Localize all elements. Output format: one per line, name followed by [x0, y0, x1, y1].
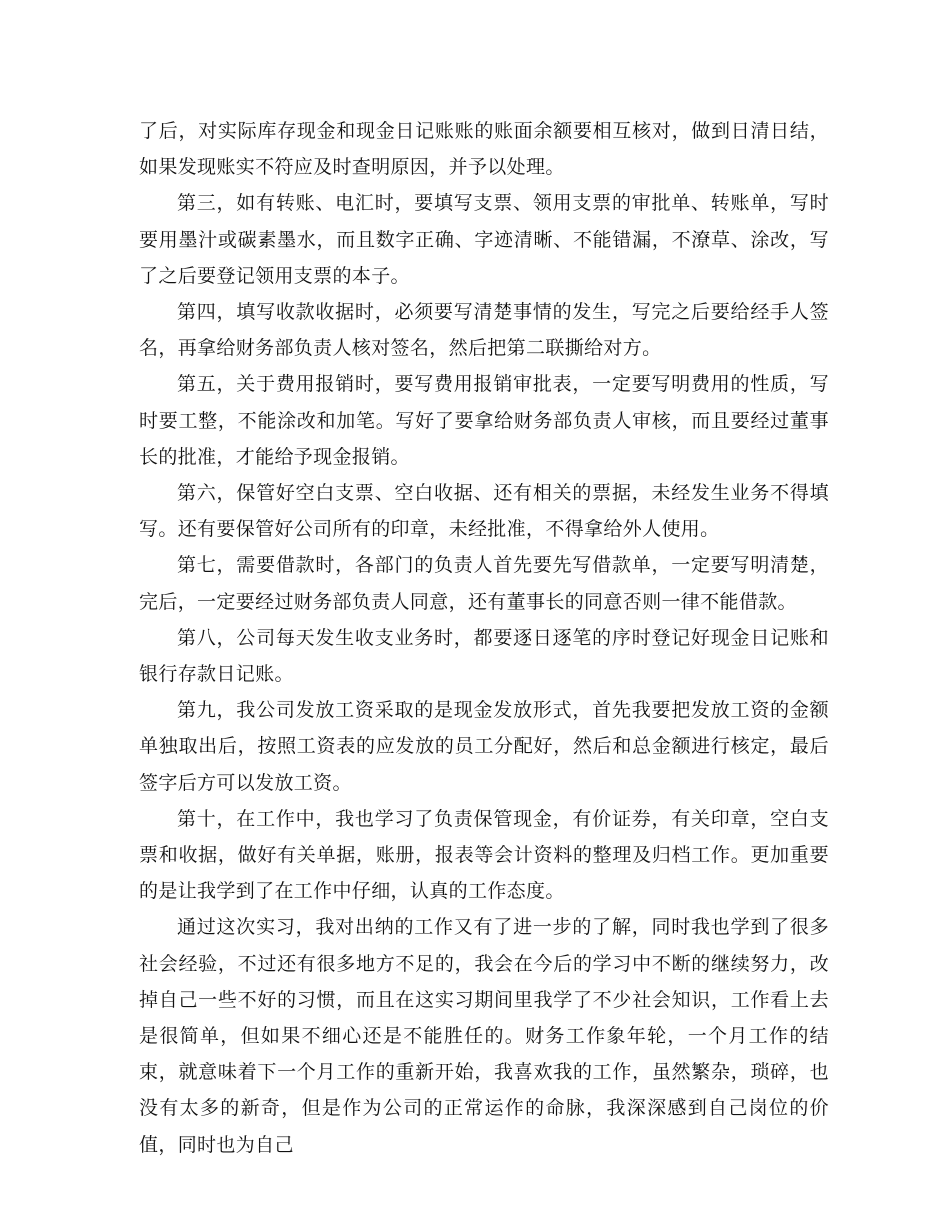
body-text [139, 113, 829, 1163]
paragraph-continued: 了后，对实际库存现金和现金日记账账的账面余额要相互核对，做到日清日结，如果发现账实不符应及时查明原因，并予以处理。 [139, 120, 829, 179]
paragraph-summary: 通过这次实习，我对出纳的工作又有了进一步的了解，同时我也学到了很多社会经验，不过还有很多地方不足的，我会在今后的学习中不断的继续努力，改掉自己一些不好的习惯，而且在这实习期间里我学了不少社会知识，工作看上去是很简单，但如果不细心还是不能胜任的。财务工作象年轮，一个月工作的结束，就意味着下一个月工作的重新开始，我喜欢我的工作，虽然繁杂，琐碎，也没有太多的新奇，但是作为公司的正常运作的命脉，我深深感到自己岗位的价值，同时也为自己 [139, 916, 829, 1156]
paragraph-item-5: 第五，关于费用报销时，要写费用报销审批表，一定要写明费用的性质，写时要工整，不能涂改和加笔。写好了要拿给财务部负责人审核，而且要经过董事长的批准，才能给予现金报销。 [139, 373, 829, 468]
paragraph-item-6: 第六，保管好空白支票、空白收据、还有相关的票据，未经发生业务不得填写。还有要保管好公司所有的印章，未经批准，不得拿给外人使用。 [139, 482, 829, 541]
paragraph-item-4: 第四，填写收款收据时，必须要写清楚事情的发生，写完之后要给经手人签名，再拿给财务部负责人核对签名，然后把第二联撕给对方。 [139, 301, 829, 360]
paragraph-item-3: 第三，如有转账、电汇时，要填写支票、领用支票的审批单、转账单，写时要用墨汁或碳素墨水，而且数字正确、字迹清晰、不能错漏，不潦草、涂改，写了之后要登记领用支票的本子。 [139, 192, 829, 287]
paragraph-item-8: 第八，公司每天发生收支业务时，都要逐日逐笔的序时登记好现金日记账和银行存款日记账。 [139, 626, 829, 686]
paragraph-item-10: 第十，在工作中，我也学习了负责保管现金，有价证券，有关印章，空白支票和收据，做好有关单据，账册，报表等会计资料的整理及归档工作。更加重要的是让我学到了在工作中仔细，认真的工作态度。 [139, 807, 829, 903]
paragraph-item-7: 第七，需要借款时，各部门的负责人首先要先写借款单，一定要写明清楚，完后，一定要经过财务部负责人同意，还有董事长的同意否则一律不能借款。 [139, 554, 829, 613]
paragraph-item-9: 第九，我公司发放工资采取的是现金发放形式，首先我要把发放工资的金额单独取出后，按照工资表的应发放的员工分配好，然后和总金额进行核定，最后签字后方可以发放工资。 [139, 699, 829, 794]
